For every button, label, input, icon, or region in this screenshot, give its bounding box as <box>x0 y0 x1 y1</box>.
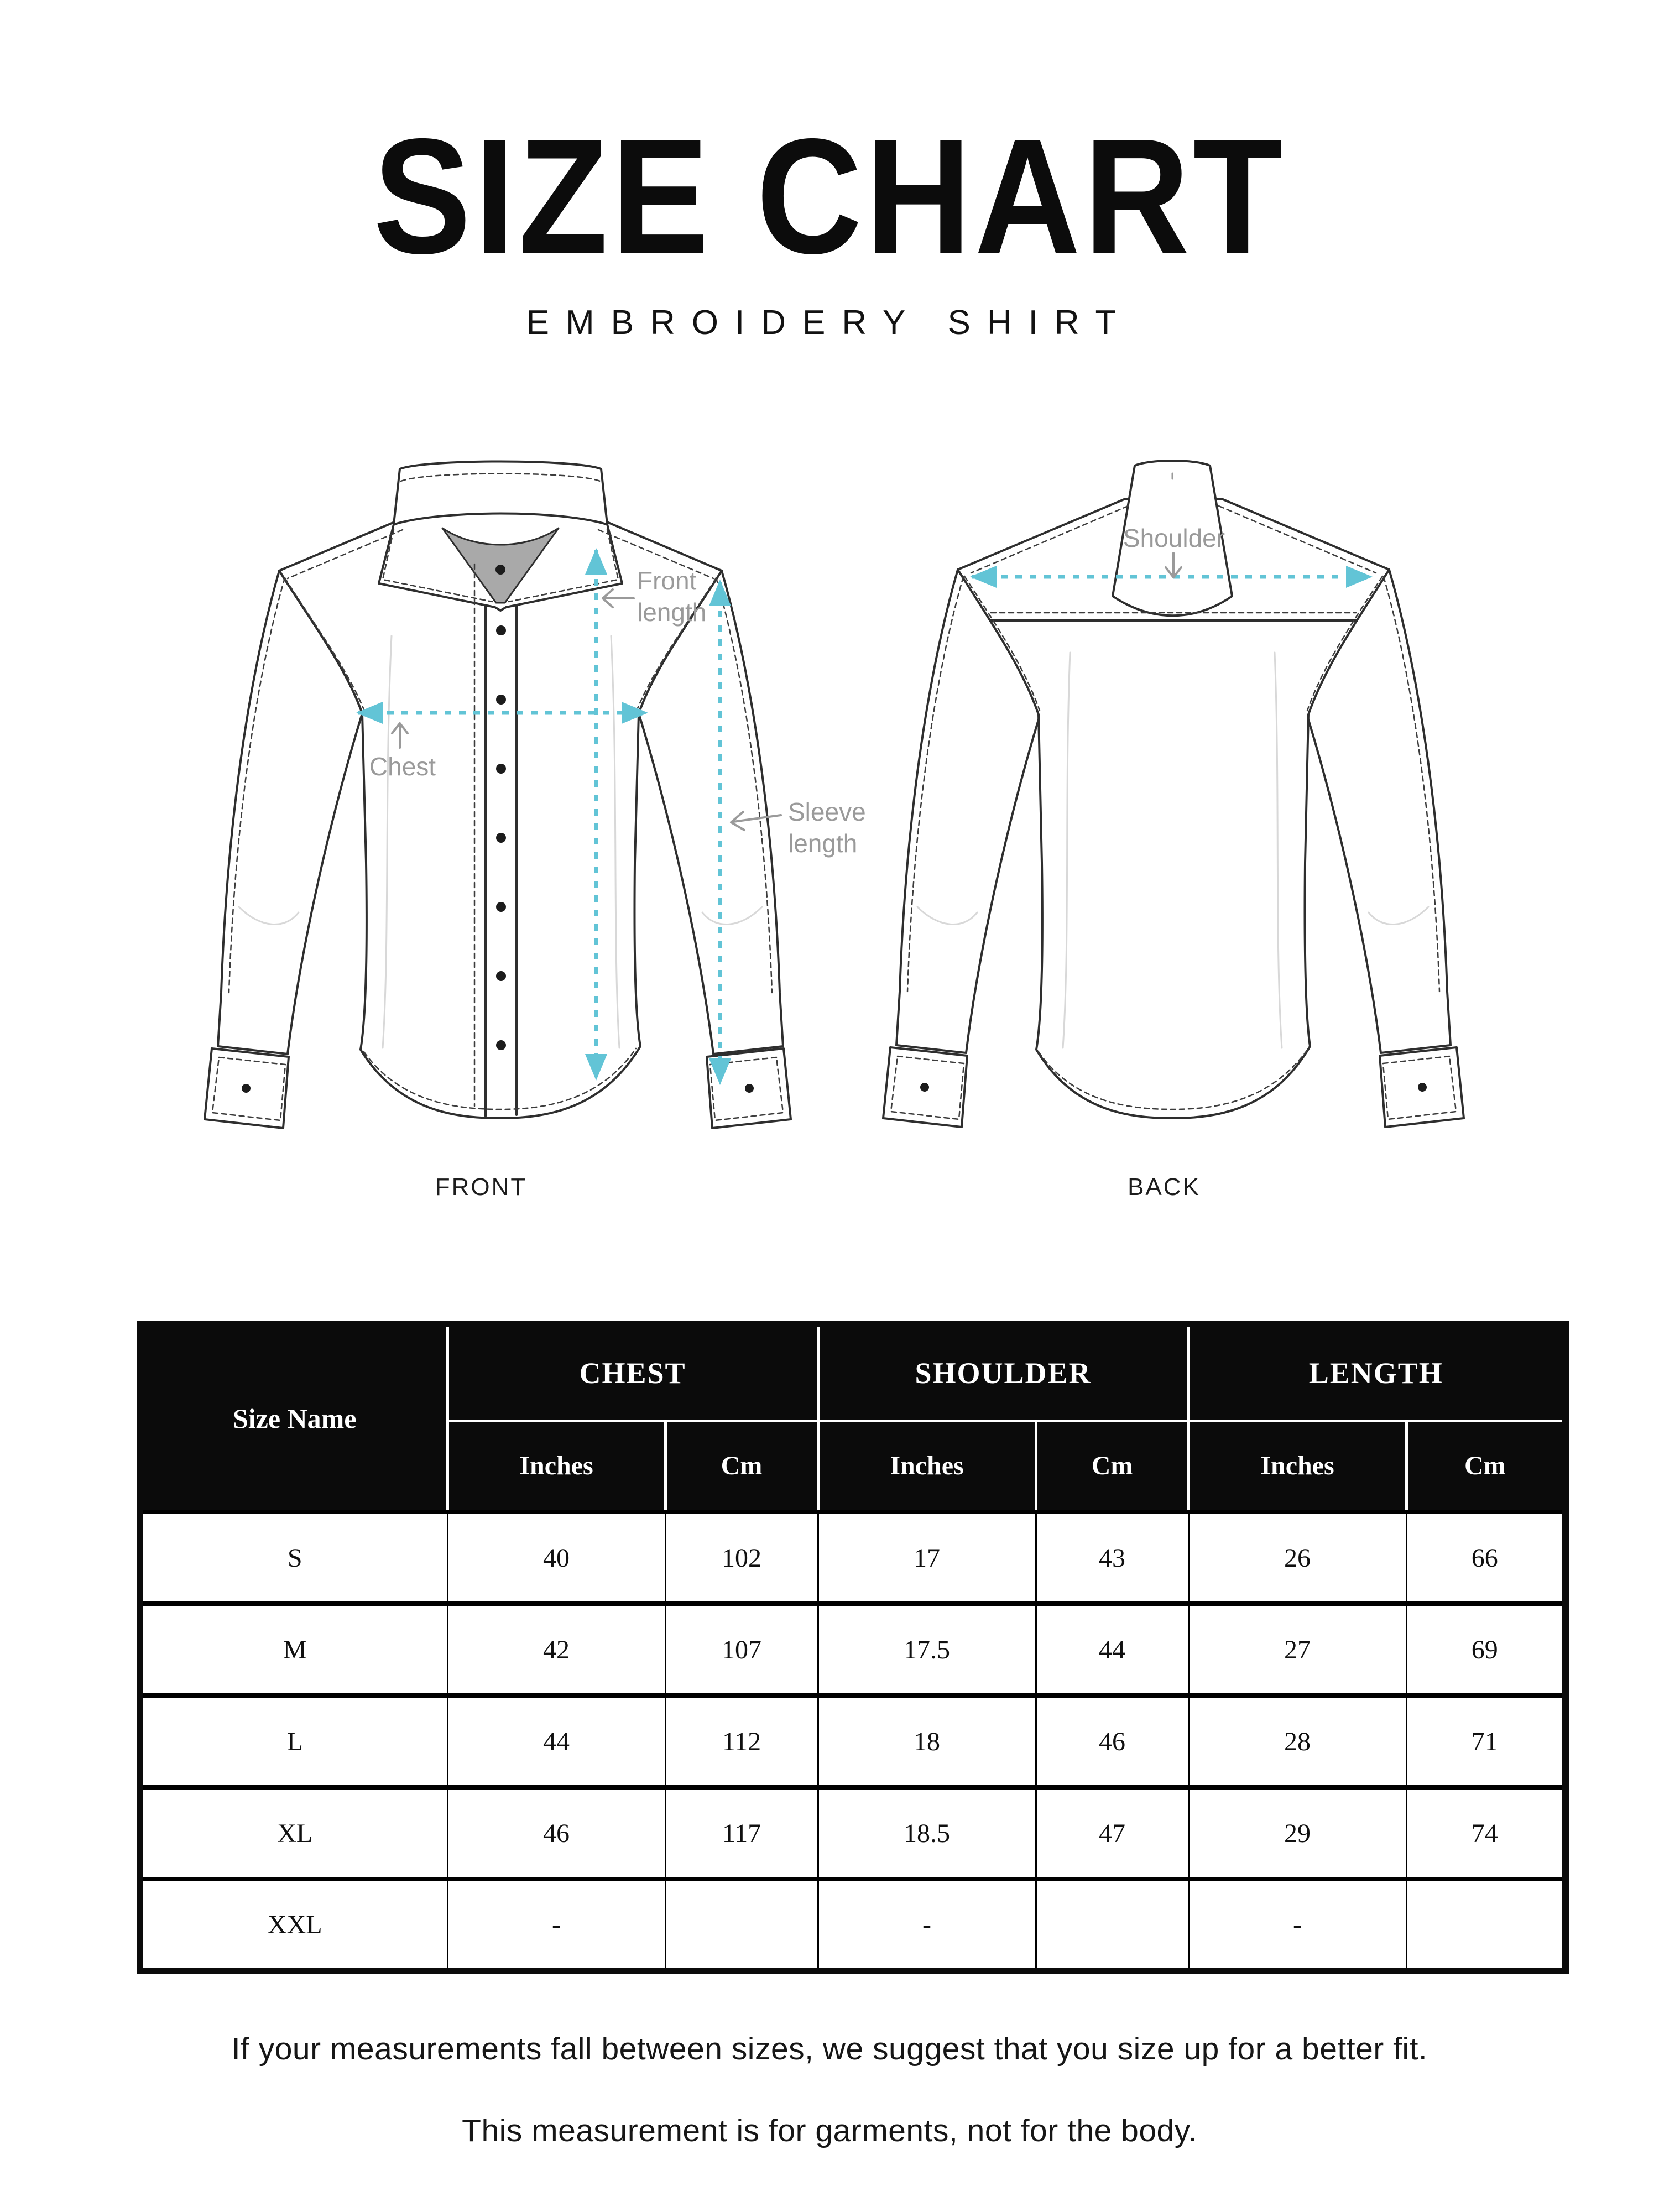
page-subtitle: EMBROIDERY SHIRT <box>526 304 1133 342</box>
fit-note-line1: If your measurements fall between sizes, we suggest that you size up for a better fit. <box>231 2031 1428 2067</box>
size-cell: XXL <box>140 1879 447 1971</box>
value-cell: 17 <box>818 1512 1036 1604</box>
length-cm-header: Cm <box>1406 1421 1566 1512</box>
value-cell: 107 <box>665 1604 818 1695</box>
shoulder-header: SHOULDER <box>818 1324 1188 1421</box>
value-cell: 27 <box>1188 1604 1406 1695</box>
value-cell: 69 <box>1406 1604 1566 1695</box>
value-cell <box>665 1879 818 1971</box>
value-cell: 42 <box>447 1604 665 1695</box>
value-cell: 40 <box>447 1512 665 1604</box>
value-cell: 29 <box>1188 1787 1406 1879</box>
value-cell: 44 <box>1036 1604 1188 1695</box>
shoulder-cm-header: Cm <box>1036 1421 1188 1512</box>
value-cell: - <box>818 1879 1036 1971</box>
value-cell: 112 <box>665 1695 818 1787</box>
chest-label: Chest <box>369 752 436 781</box>
table-row <box>140 1604 1566 1695</box>
front-length-label: Front length <box>637 566 707 627</box>
front-shirt-drawing <box>205 462 791 1129</box>
value-cell <box>1406 1879 1566 1971</box>
fit-note-line2: This measurement is for garments, not for the body. <box>462 2113 1197 2148</box>
size-cell: L <box>140 1695 447 1787</box>
value-cell: 43 <box>1036 1512 1188 1604</box>
shoulder-label: Shoulder <box>1123 524 1225 552</box>
chest-cm-header: Cm <box>665 1421 818 1512</box>
back-caption: BACK <box>1128 1173 1201 1201</box>
table-row <box>140 1787 1566 1879</box>
value-cell <box>1036 1879 1188 1971</box>
value-cell: 44 <box>447 1695 665 1787</box>
value-cell: 18 <box>818 1695 1036 1787</box>
value-cell: 117 <box>665 1787 818 1879</box>
value-cell: 102 <box>665 1512 818 1604</box>
fit-note <box>0 2031 1659 2194</box>
size-cell: S <box>140 1512 447 1604</box>
value-cell: 18.5 <box>818 1787 1036 1879</box>
table-row <box>140 1695 1566 1787</box>
front-caption: FRONT <box>435 1173 528 1201</box>
value-cell: - <box>1188 1879 1406 1971</box>
size-cell: XL <box>140 1787 447 1879</box>
size-table <box>137 1321 1569 1974</box>
length-header: LENGTH <box>1188 1324 1566 1421</box>
value-cell: 74 <box>1406 1787 1566 1879</box>
shoulder-inches-header: Inches <box>818 1421 1036 1512</box>
value-cell: 17.5 <box>818 1604 1036 1695</box>
value-cell: 26 <box>1188 1512 1406 1604</box>
value-cell: 46 <box>447 1787 665 1879</box>
chest-inches-header: Inches <box>447 1421 665 1512</box>
length-inches-header: Inches <box>1188 1421 1406 1512</box>
size-cell: M <box>140 1604 447 1695</box>
value-cell: 71 <box>1406 1695 1566 1787</box>
value-cell: 46 <box>1036 1695 1188 1787</box>
table-group-header-row <box>140 1324 1566 1421</box>
page-title: SIZE CHART <box>373 105 1286 289</box>
table-row <box>140 1512 1566 1604</box>
table-row <box>140 1879 1566 1971</box>
value-cell: - <box>447 1879 665 1971</box>
value-cell: 66 <box>1406 1512 1566 1604</box>
sleeve-length-label: Sleeve length <box>788 797 866 858</box>
chest-header: CHEST <box>447 1324 818 1421</box>
value-cell: 28 <box>1188 1695 1406 1787</box>
value-cell: 47 <box>1036 1787 1188 1879</box>
size-name-header: Size Name <box>140 1324 447 1512</box>
